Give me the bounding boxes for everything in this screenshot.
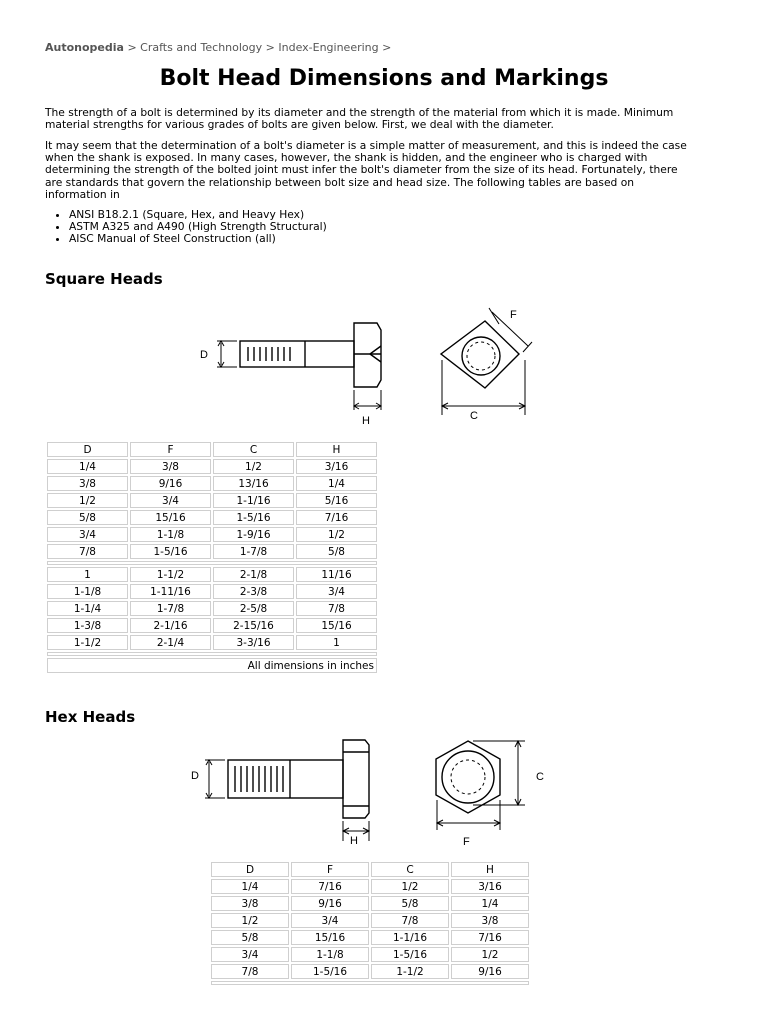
table-cell: 1-5/16 (130, 544, 211, 559)
diameter-paragraph: It may seem that the determination of a bolt's diameter is a simple matter of measurement, and this is indeed the case when the shank is exposed. In many cases, however, the shank is hidden, and the engineer who is charged with determining the strength of the bolted joint must infer the bolt's diameter from the size of its head. Fortunately, there are standards that govern the relationship between bolt size and head size. The following tables are based on information in (45, 139, 687, 201)
table-cell: 1-1/8 (47, 584, 128, 599)
header-cell: D (47, 442, 128, 457)
table-cell: 1/2 (371, 879, 449, 894)
table-cell: 7/8 (47, 544, 128, 559)
table-cell: 1-1/2 (47, 635, 128, 650)
table-row (211, 913, 529, 928)
table-cell: 3-3/16 (213, 635, 294, 650)
table-cell: 3/8 (47, 476, 128, 491)
square-label-h: H (362, 415, 370, 427)
table-cell: 3/4 (47, 527, 128, 542)
table-cell: 1/4 (47, 459, 128, 474)
reference-list (55, 209, 327, 245)
table-cell: 2-1/8 (213, 567, 294, 582)
hex-label-h: H (350, 835, 358, 847)
table-cell: 3/16 (296, 459, 377, 474)
hex-bolt-top-view (436, 741, 525, 830)
table-row (47, 476, 377, 491)
square-bolt-diagram (195, 300, 555, 430)
table-cell: 7/8 (296, 601, 377, 616)
table-cell: 3/8 (130, 459, 211, 474)
table-row (47, 618, 377, 633)
table-cell: 15/16 (130, 510, 211, 525)
table-row (47, 527, 377, 542)
breadcrumb-separator: > (127, 41, 137, 54)
table-cell: 1-9/16 (213, 527, 294, 542)
table-row (211, 930, 529, 945)
table-cell: 1-1/8 (291, 947, 369, 962)
table-cell: 7/16 (451, 930, 529, 945)
table-cell: 1/2 (296, 527, 377, 542)
header-cell: D (211, 862, 289, 877)
reference-item: • ANSI B18.2.1 (Square, Hex, and Heavy Hex) (69, 209, 327, 221)
table-cell: 1-1/16 (213, 493, 294, 508)
square-heads-table (45, 440, 379, 675)
reference-item: • AISC Manual of Steel Construction (all) (69, 233, 327, 245)
table-note-row (47, 658, 377, 673)
table-cell: 3/4 (291, 913, 369, 928)
table-cell: 7/8 (211, 964, 289, 979)
table-cell: 1-7/8 (130, 601, 211, 616)
table-cell: 9/16 (291, 896, 369, 911)
table-cell: 1/4 (211, 879, 289, 894)
table-row (47, 601, 377, 616)
table-cell: 3/4 (296, 584, 377, 599)
table-cell: 3/8 (451, 913, 529, 928)
units-note: All dimensions in inches (47, 658, 377, 673)
table-cell: 1-1/2 (371, 964, 449, 979)
table-row (211, 947, 529, 962)
table-cell: 1/4 (451, 896, 529, 911)
breadcrumb-home-link[interactable]: Autonopedia (45, 41, 124, 54)
table-cell: 1-5/16 (371, 947, 449, 962)
header-cell: C (371, 862, 449, 877)
table-cell: 1/2 (211, 913, 289, 928)
table-cell: 1-5/16 (291, 964, 369, 979)
hex-bolt-side-view (205, 740, 369, 841)
square-bolt-top-view (441, 308, 532, 415)
table-cell: 1-1/16 (371, 930, 449, 945)
table-cell: 5/8 (371, 896, 449, 911)
table-cell: 1-7/8 (213, 544, 294, 559)
table-cell: 1/2 (47, 493, 128, 508)
square-label-d: D (200, 349, 208, 361)
table-header-row (47, 442, 377, 457)
header-cell: H (296, 442, 377, 457)
breadcrumb-index-link[interactable]: Index-Engineering (278, 41, 379, 54)
table-row (47, 544, 377, 559)
table-row (47, 584, 377, 599)
table-row (47, 493, 377, 508)
table-cell: 1-5/16 (213, 510, 294, 525)
table-cell: 5/16 (296, 493, 377, 508)
table-row (211, 879, 529, 894)
table-cell: 5/8 (211, 930, 289, 945)
table-cell: 1-3/8 (47, 618, 128, 633)
table-cell: 3/4 (130, 493, 211, 508)
table-cell: 7/8 (371, 913, 449, 928)
table-cell: 1-1/2 (130, 567, 211, 582)
table-row (47, 459, 377, 474)
table-separator-row (211, 981, 529, 985)
separator-cell (47, 561, 377, 565)
table-cell: 13/16 (213, 476, 294, 491)
table-cell: 7/16 (291, 879, 369, 894)
breadcrumb-separator: > (382, 41, 392, 54)
table-cell: 2-15/16 (213, 618, 294, 633)
table-cell: 1 (296, 635, 377, 650)
table-cell: 1/2 (451, 947, 529, 962)
square-bolt-side-view (217, 323, 381, 410)
reference-item: • ASTM A325 and A490 (High Strength Structural) (69, 221, 327, 233)
header-cell: F (291, 862, 369, 877)
table-cell: 9/16 (130, 476, 211, 491)
breadcrumb-crafts-link[interactable]: Crafts and Technology (140, 41, 263, 54)
breadcrumb-separator: > (265, 41, 275, 54)
hex-label-c: C (536, 771, 544, 783)
table-cell: 2-3/8 (213, 584, 294, 599)
hex-heads-heading: Hex Heads (45, 708, 136, 726)
table-cell: 5/8 (47, 510, 128, 525)
intro-paragraph: The strength of a bolt is determined by its diameter and the strength of the material from which it is made. Minimum material strengths for various grades of bolts are given below. First, we deal with the diameter. (45, 106, 674, 132)
table-row (211, 896, 529, 911)
table-cell: 2-1/16 (130, 618, 211, 633)
table-cell: 1-11/16 (130, 584, 211, 599)
hex-label-f: F (463, 836, 470, 848)
table-cell: 15/16 (291, 930, 369, 945)
table-row (47, 510, 377, 525)
table-cell: 2-1/4 (130, 635, 211, 650)
table-row (47, 567, 377, 582)
header-cell: H (451, 862, 529, 877)
page-title: Bolt Head Dimensions and Markings (159, 66, 609, 91)
table-separator-row (47, 652, 377, 656)
table-cell: 7/16 (296, 510, 377, 525)
header-cell: F (130, 442, 211, 457)
separator-cell (211, 981, 529, 985)
table-separator-row (47, 561, 377, 565)
table-cell: 5/8 (296, 544, 377, 559)
table-cell: 2-5/8 (213, 601, 294, 616)
table-cell: 15/16 (296, 618, 377, 633)
breadcrumb (45, 41, 391, 54)
table-cell: 1/4 (296, 476, 377, 491)
table-cell: 1 (47, 567, 128, 582)
hex-bolt-diagram (185, 735, 565, 855)
table-cell: 9/16 (451, 964, 529, 979)
header-cell: C (213, 442, 294, 457)
table-cell: 3/8 (211, 896, 289, 911)
hex-label-d: D (191, 770, 199, 782)
hex-heads-table (209, 860, 531, 987)
table-cell: 3/4 (211, 947, 289, 962)
table-row (47, 635, 377, 650)
square-heads-heading: Square Heads (45, 270, 163, 288)
table-cell: 1-1/8 (130, 527, 211, 542)
separator-cell (47, 652, 377, 656)
square-label-c: C (470, 410, 478, 422)
table-cell: 1/2 (213, 459, 294, 474)
table-cell: 1-1/4 (47, 601, 128, 616)
table-header-row (211, 862, 529, 877)
table-cell: 3/16 (451, 879, 529, 894)
square-label-f: F (510, 309, 517, 321)
table-row (211, 964, 529, 979)
table-cell: 11/16 (296, 567, 377, 582)
